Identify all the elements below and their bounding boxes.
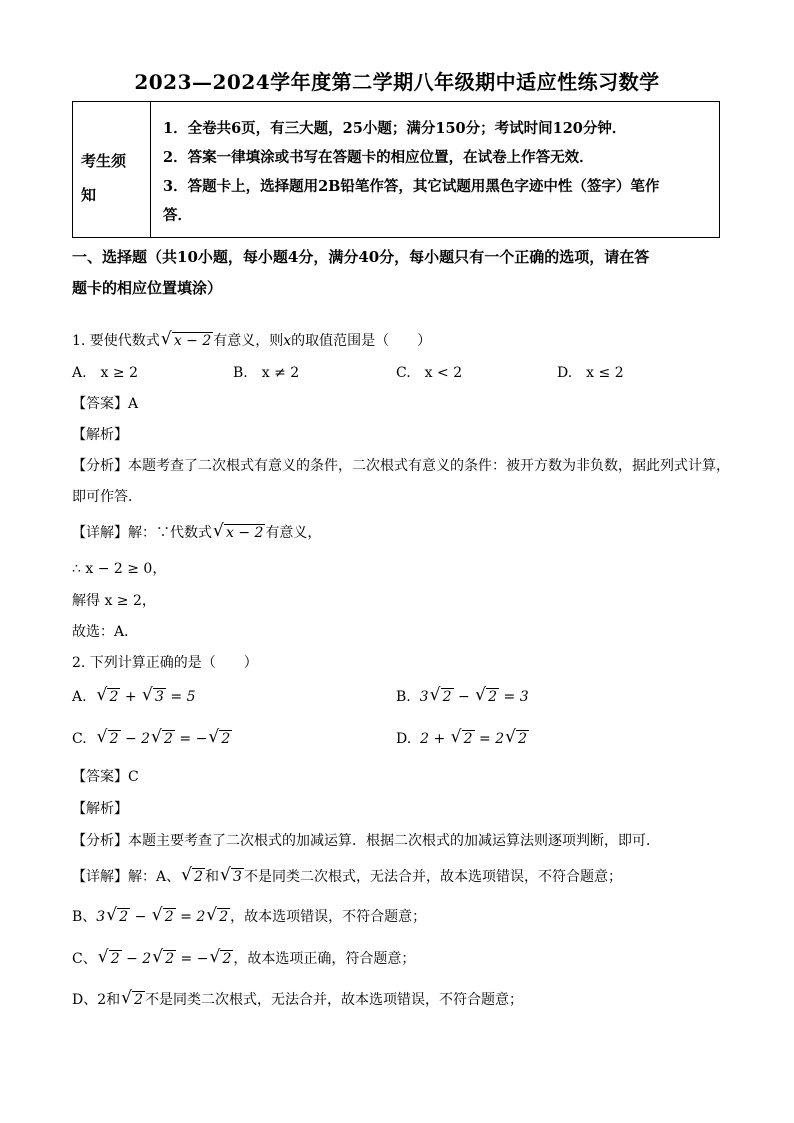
q2-stem: 2. 下列计算正确的是（ ） bbox=[72, 655, 258, 671]
notice-item: 答． bbox=[163, 207, 192, 224]
q2-option-d-expr: 2 + √ 2 = 2√ 2 bbox=[420, 731, 529, 747]
q2-detail bbox=[72, 866, 622, 886]
notice-label-line2: 知 bbox=[81, 186, 97, 204]
q2-d-sqrt: √ 2 bbox=[122, 991, 145, 1008]
q2-option-a-expr: √ 2 + √ 3 = 5 bbox=[95, 689, 195, 705]
q1-detail-sqrt bbox=[214, 524, 265, 541]
q1-option-a: A. x ≥ 2 bbox=[72, 365, 138, 381]
q2-option-c-expr: √ 2 − 2√ 2 = −√ 2 bbox=[96, 731, 233, 747]
q2-option-c-label: C. bbox=[72, 731, 87, 747]
q1-detail-prefix: 【详解】解：∵代数式 bbox=[72, 525, 212, 541]
q2-d-suffix: 不是同类二次根式，无法合并，故本选项错误，不符合题意； bbox=[145, 992, 524, 1008]
q1-fenxi-line1: 【分析】本题考查了二次根式有意义的条件，二次根式有意义的条件：被开方数为非负数，据此列式计算， bbox=[72, 458, 730, 474]
q2-option-a-label: A. bbox=[72, 689, 87, 705]
q1-stem-end: 的取值范围是（ ） bbox=[291, 333, 432, 349]
page-title: 2023—2024学年度第二学期八年级期中适应性练习数学 bbox=[134, 70, 660, 94]
q1-stem-suffix: 有意义，则 bbox=[213, 333, 284, 349]
q2-option-b-expr: 3√ 2 − √ 2 = 3 bbox=[420, 689, 529, 705]
q2-detail-sqrt2: √ 2 bbox=[182, 868, 205, 885]
q2-option-b bbox=[396, 688, 529, 705]
q2-detail-b bbox=[72, 906, 426, 926]
q2-option-c bbox=[72, 730, 232, 747]
q2-b-expr: 3√ 2 − √ 2 = 2√ 2 bbox=[96, 909, 230, 925]
q2-c-expr: √ 2 − 2√ 2 = −√ 2 bbox=[97, 951, 234, 967]
q1-option-c: C. x < 2 bbox=[396, 365, 463, 381]
q2-detail-and: 和 bbox=[205, 869, 220, 885]
q2-option-d-label: D. bbox=[396, 731, 412, 747]
q1-step2: 解得 x ≥ 2， bbox=[72, 593, 156, 609]
q1-var: x bbox=[283, 333, 292, 349]
notice-label-line1: 考生须 bbox=[81, 152, 127, 170]
q1-step3: 故选：A． bbox=[72, 624, 139, 640]
q2-fenxi: 【分析】本题主要考查了二次根式的加减运算．根据二次根式的加减运算法则逐项判断，即可． bbox=[72, 833, 660, 849]
section-heading-line2: 题卡的相应位置填涂） bbox=[72, 279, 223, 297]
q2-option-b-label: B. bbox=[396, 689, 411, 705]
q1-stem bbox=[72, 330, 431, 350]
section-heading-line1: 一、选择题（共10小题，每小题4分，满分40分，每小题只有一个正确的选项，请在答 bbox=[72, 248, 650, 266]
q2-detail-prefix: 【详解】解：A、 bbox=[72, 869, 181, 885]
q1-detail-suffix: 有意义， bbox=[265, 525, 322, 541]
notice-item: 2．答案一律填涂或书写在答题卡的相应位置，在试卷上作答无效． bbox=[163, 149, 594, 166]
q2-detail-d bbox=[72, 989, 523, 1009]
notice-items bbox=[151, 102, 719, 237]
q1-analysis-tag: 【解析】 bbox=[72, 427, 128, 443]
notice-item: 3．答题卡上，选择题用2B铅笔作答，其它试题用黑色字迹中性（签字）笔作 bbox=[163, 178, 660, 195]
q1-detail-radicand: x − 2 bbox=[226, 525, 264, 541]
q1-stem-prefix: 1. 要使代数式 bbox=[72, 333, 160, 349]
q2-answer: 【答案】C bbox=[72, 769, 139, 785]
q2-option-d bbox=[396, 730, 529, 747]
q2-detail-c bbox=[72, 948, 415, 968]
q1-sqrt bbox=[162, 332, 213, 349]
exam-notice-box bbox=[72, 101, 720, 238]
notice-item: 1．全卷共6页，有三大题，25小题；满分150分；考试时间120分钟． bbox=[163, 120, 627, 137]
q2-c-prefix: C、 bbox=[72, 951, 97, 967]
q2-detail-suffix: 不是同类二次根式，无法合并，故本选项错误，不符合题意； bbox=[243, 869, 622, 885]
q2-c-suffix: ，故本选项正确，符合题意； bbox=[233, 951, 416, 967]
q1-radicand: x − 2 bbox=[173, 333, 212, 349]
q1-detail bbox=[72, 522, 321, 542]
q2-analysis-tag: 【解析】 bbox=[72, 801, 128, 817]
notice-label bbox=[73, 102, 151, 237]
q2-d-prefix: D、2和 bbox=[72, 992, 121, 1008]
q2-b-suffix: ，故本选项错误，不符合题意； bbox=[230, 909, 427, 925]
q1-option-b: B. x ≠ 2 bbox=[233, 365, 300, 381]
q1-fenxi-line2: 即可作答． bbox=[72, 489, 142, 505]
q1-option-d: D. x ≤ 2 bbox=[557, 365, 624, 381]
q1-step1: ∴ x − 2 ≥ 0， bbox=[72, 561, 167, 577]
q2-detail-sqrt3: √ 3 bbox=[221, 868, 244, 885]
q2-option-a bbox=[72, 688, 196, 705]
q1-answer: 【答案】A bbox=[72, 396, 139, 412]
q2-b-prefix: B、 bbox=[72, 909, 97, 925]
